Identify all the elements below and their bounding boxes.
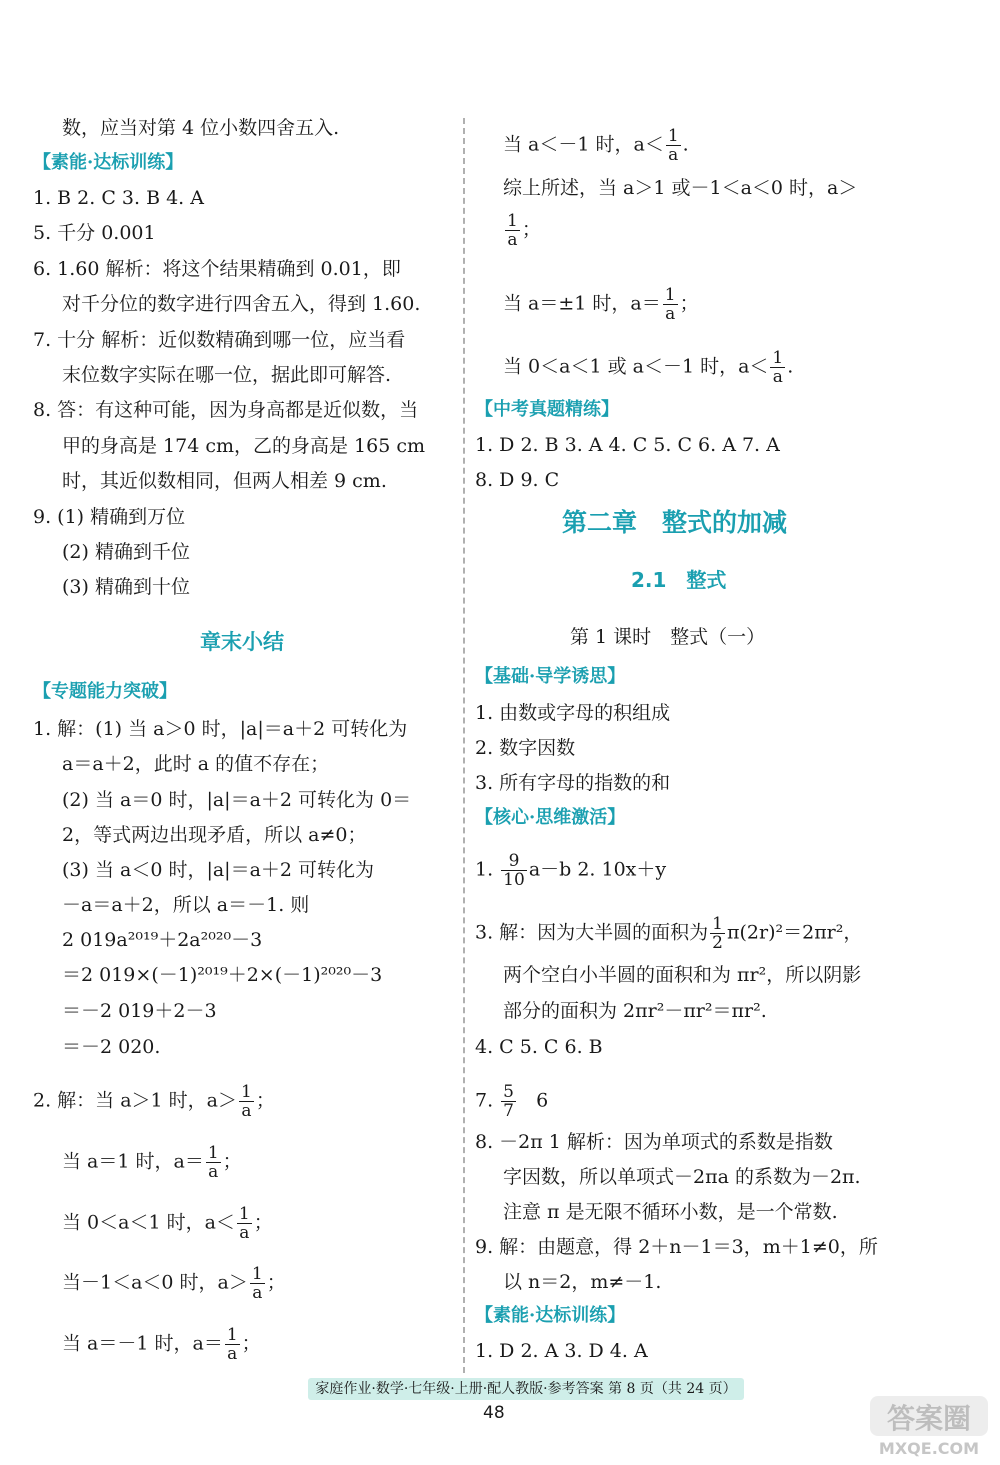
- answer-line: [62, 1144, 242, 1181]
- fraction: [250, 1265, 265, 1302]
- answer-line: 1. B 2. C 3. B 4. A: [33, 187, 204, 209]
- fraction-numerator: 1: [712, 914, 723, 934]
- answer-line: [503, 349, 793, 386]
- answer-line: (3) 当 a＜0 时，|a|＝a＋2 可转化为: [62, 859, 375, 881]
- fraction-denominator: a: [507, 230, 518, 250]
- watermark-logo: [868, 1392, 990, 1458]
- answer-line: 部分的面积为 2πr²－πr²＝πr².: [503, 1000, 767, 1022]
- section-tag: 【素能·达标训练】: [475, 1305, 626, 1326]
- period: .: [787, 355, 794, 378]
- answer-text: 3. 解：因为大半圆的面积为: [475, 921, 709, 944]
- fraction-numerator: 1: [251, 1264, 263, 1284]
- answer-line: [475, 1083, 548, 1120]
- semicolon: ；: [241, 1332, 261, 1355]
- answer-text: 当 a＝±1 时，a＝: [503, 292, 661, 315]
- footer-banner: 家庭作业·数学·七年级·上册·配人教版·参考答案 第 8 页（共 24 页）: [308, 1378, 744, 1400]
- fraction-denominator: a: [227, 1344, 238, 1364]
- answer-line: ＝－2 020.: [62, 1036, 161, 1058]
- answer-text: 2. 解：当 a＞1 时，a＞: [33, 1089, 237, 1112]
- fraction: [206, 1144, 221, 1181]
- fraction: [666, 127, 681, 164]
- fraction-denominator: a: [208, 1162, 219, 1182]
- fraction: [501, 1083, 516, 1120]
- semicolon: ；: [253, 1211, 273, 1234]
- fraction-denominator: 10: [503, 870, 525, 890]
- answer-line: 1. 由数或字母的积组成: [475, 702, 671, 724]
- answer-text: 当－1＜a＜0 时，a＞: [62, 1271, 248, 1294]
- answer-line: [503, 127, 689, 164]
- period: .: [682, 133, 689, 156]
- fraction-denominator: a: [772, 367, 783, 387]
- semicolon: ；: [222, 1150, 242, 1173]
- svg-text:MXQE.COM: MXQE.COM: [878, 1439, 980, 1458]
- answer-line: a＝a＋2，此时 a 的值不存在；: [62, 753, 330, 775]
- answer-line: 9. (1) 精确到万位: [33, 506, 186, 528]
- fraction-denominator: 2: [712, 933, 723, 953]
- fraction: [225, 1326, 240, 1363]
- answer-line: 两个空白小半圆的面积和为 πr²，所以阴影: [503, 964, 862, 986]
- semicolon: ；: [266, 1271, 286, 1294]
- section-title: 2.1 整式: [631, 568, 727, 592]
- section-tag: 【基础·导学诱思】: [475, 666, 626, 687]
- answer-line: 2，等式两边出现矛盾，所以 a≠0；: [62, 824, 367, 846]
- answer-line: 数，应当对第 4 位小数四舍五入.: [62, 117, 340, 139]
- chapter-title: 第二章 整式的加减: [562, 508, 788, 537]
- section-tag: 【中考真题精练】: [475, 399, 619, 420]
- semicolon: ；: [521, 218, 541, 241]
- answer-line: [503, 212, 541, 249]
- answer-line: 末位数字实际在哪一位，据此即可解答.: [62, 364, 392, 386]
- answer-line: 1. D 2. B 3. A 4. C 5. C 6. A 7. A: [475, 434, 780, 456]
- answer-line: 8. 答：有这种可能，因为身高都是近似数，当: [33, 399, 419, 421]
- answer-line: [475, 852, 666, 889]
- fraction-numerator: 1: [241, 1082, 252, 1102]
- section-tag: 【素能·达标训练】: [33, 152, 184, 173]
- answer-line: 1. 解：(1) 当 a＞0 时，|a|＝a＋2 可转化为: [33, 718, 408, 740]
- section-tag: 【专题能力突破】: [33, 681, 177, 702]
- fraction-numerator: 9: [501, 852, 527, 871]
- answer-line: 2. 数字因数: [475, 737, 576, 759]
- fraction-denominator: a: [239, 1223, 250, 1243]
- fraction-numerator: 1: [664, 285, 676, 305]
- fraction-numerator: 1: [507, 211, 518, 231]
- answer-line: 甲的身高是 174 cm，乙的身高是 165 cm: [62, 435, 426, 457]
- answer-line: 5. 千分 0.001: [33, 222, 156, 244]
- answer-line: 6. 1.60 解析：将这个结果精确到 0.01，即: [33, 258, 401, 280]
- svg-text:答案圈: 答案圈: [886, 1402, 972, 1435]
- answer-line: 时，其近似数相同，但两人相差 9 cm.: [62, 470, 387, 492]
- column-divider: [463, 118, 465, 1373]
- semicolon: ；: [679, 292, 699, 315]
- fraction: [770, 349, 785, 386]
- answer-line: 注意 π 是无限不循环小数，是一个常数.: [503, 1201, 838, 1223]
- answer-line: ＝－2 019＋2－3: [62, 1000, 217, 1022]
- answer-line: 字因数，所以单项式－2πa 的系数为－2π.: [503, 1166, 861, 1188]
- section-title: 章末小结: [200, 630, 284, 654]
- answer-line: 1. D 2. A 3. D 4. A: [475, 1340, 648, 1362]
- answer-line: [475, 915, 862, 952]
- fraction: [239, 1083, 254, 1120]
- fraction: [505, 212, 520, 249]
- fraction: [710, 915, 725, 952]
- fraction-numerator: 1: [238, 1204, 250, 1224]
- fraction-denominator: a: [252, 1283, 263, 1303]
- answer-text: 当 a＝1 时，a＝: [62, 1150, 204, 1173]
- answer-line: 8. D 9. C: [475, 469, 560, 491]
- answer-line: [62, 1326, 261, 1363]
- fraction: [663, 286, 678, 323]
- answer-line: 3. 所有字母的指数的和: [475, 772, 671, 794]
- answer-line: 2 019a²⁰¹⁹＋2a²⁰²⁰－3: [62, 929, 263, 951]
- answer-text: 当 0＜a＜1 或 a＜－1 时，a＜: [503, 355, 769, 378]
- fraction: [237, 1205, 252, 1242]
- fraction-numerator: 1: [226, 1325, 238, 1345]
- lesson-title: 第 1 课时 整式（一）: [570, 626, 766, 648]
- answer-line: 对千分位的数字进行四舍五入，得到 1.60.: [62, 293, 421, 315]
- fraction-numerator: 1: [207, 1143, 219, 1163]
- answer-text: 当 a＝－1 时，a＝: [62, 1332, 223, 1355]
- fraction-denominator: a: [241, 1101, 252, 1121]
- page-number: 48: [483, 1403, 505, 1423]
- answer-text: 6: [536, 1089, 549, 1112]
- semicolon: ；: [255, 1089, 275, 1112]
- fraction-denominator: 7: [503, 1101, 514, 1121]
- answer-number: 7.: [475, 1089, 500, 1112]
- spacer: [518, 1090, 536, 1112]
- answer-line: 4. C 5. C 6. B: [475, 1036, 603, 1058]
- fraction: [501, 852, 527, 889]
- answer-text: 当 0＜a＜1 时，a＜: [62, 1211, 235, 1234]
- answer-line: 以 n＝2，m≠－1.: [503, 1271, 662, 1293]
- fraction-numerator: 5: [503, 1082, 514, 1102]
- answer-line: [62, 1205, 273, 1242]
- fraction-denominator: a: [668, 145, 679, 165]
- answer-number: 1.: [475, 858, 500, 881]
- answer-line: [33, 1083, 275, 1120]
- answer-line: 综上所述，当 a＞1 或－1＜a＜0 时，a＞: [503, 177, 858, 199]
- answer-text: π(2r)²＝2πr²，: [727, 921, 863, 944]
- answer-line: [62, 1265, 286, 1302]
- answer-text: 当 a＜－1 时，a＜: [503, 133, 664, 156]
- watermark-icon: [868, 1392, 990, 1458]
- answer-line: ＝2 019×(－1)²⁰¹⁹＋2×(－1)²⁰²⁰－3: [62, 964, 383, 986]
- answer-line: 7. 十分 解析：近似数精确到哪一位，应当看: [33, 329, 406, 351]
- answer-line: (3) 精确到十位: [62, 576, 190, 598]
- fraction-numerator: 1: [667, 126, 679, 146]
- answer-line: －a＝a＋2，所以 a＝－1. 则: [62, 894, 310, 916]
- fraction-numerator: 1: [772, 348, 784, 368]
- answer-line: (2) 精确到千位: [62, 541, 190, 563]
- answer-line: (2) 当 a＝0 时，|a|＝a＋2 可转化为 0＝: [62, 789, 412, 811]
- answer-line: 8. －2π 1 解析：因为单项式的系数是指数: [475, 1131, 833, 1153]
- answer-text: a－b 2. 10x＋y: [528, 858, 667, 881]
- fraction-denominator: a: [665, 304, 676, 324]
- section-tag: 【核心·思维激活】: [475, 807, 626, 828]
- answer-line: [503, 286, 699, 323]
- answer-line: 9. 解：由题意，得 2＋n－1＝3，m＋1≠0，所: [475, 1236, 878, 1258]
